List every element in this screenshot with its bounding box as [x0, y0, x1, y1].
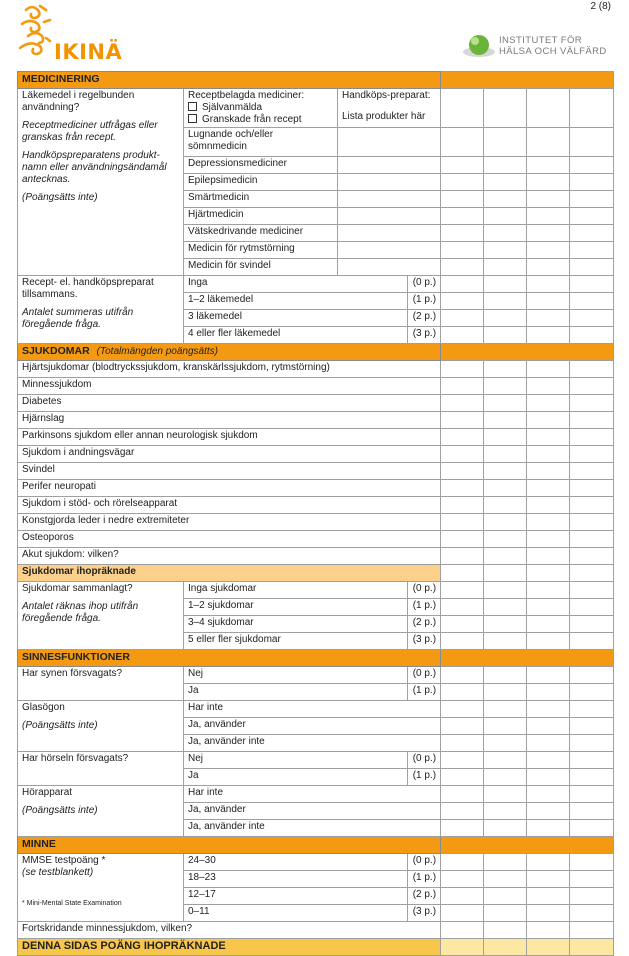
score-cell[interactable]: [484, 89, 527, 128]
option-points: (0 p.): [408, 752, 441, 769]
disease-count-question: Sjukdomar sammanlagt? Antalet räknas ihop utifrån föregående fråga.: [18, 582, 184, 650]
from-prescription-option[interactable]: Granskade från recept: [188, 114, 333, 126]
option-points: (2 p.): [408, 616, 441, 633]
disease-row: Konstgjorda leder i nedre extremiteter: [18, 514, 614, 531]
option-points: (2 p.): [408, 310, 441, 327]
otc-entry-cell[interactable]: [338, 259, 441, 276]
from-prescription-checkbox[interactable]: [188, 114, 197, 123]
option-label[interactable]: 18–23: [184, 871, 408, 888]
option-label[interactable]: 4 eller fler läkemedel: [184, 327, 408, 344]
option-points: (0 p.): [408, 276, 441, 293]
option-label[interactable]: Har inte: [184, 701, 441, 718]
section-header-sjukdomar: SJUKDOMAR (Totalmängden poängsätts): [18, 344, 614, 361]
otc-entry-cell[interactable]: [338, 128, 441, 157]
disease-row: Minnessjukdom: [18, 378, 614, 395]
option-label[interactable]: 12–17: [184, 888, 408, 905]
self-reported-option[interactable]: Självanmälda: [188, 102, 333, 114]
spiral-logo-icon: [18, 4, 52, 62]
disease-row: Sjukdom i stöd- och rörelseapparat: [18, 497, 614, 514]
medication-count-row: [18, 276, 614, 293]
section-header-minne: MINNE: [18, 837, 614, 854]
option-points: (3 p.): [408, 633, 441, 650]
option-points: (1 p.): [408, 599, 441, 616]
disease-row: Hjärtsjukdomar (blodtryckssjukdom, kranskärlssjukdom, rytmstörning): [18, 361, 614, 378]
total-score-cell[interactable]: [484, 939, 527, 956]
option-points: (0 p.): [408, 582, 441, 599]
disease-row: Hjärnslag: [18, 412, 614, 429]
medication-category-row: Medicin för svindel: [18, 259, 614, 276]
disease-subtotal-row: Sjukdomar ihopräknade: [18, 565, 614, 582]
disease-row: Akut sjukdom: vilken?: [18, 548, 614, 565]
disease-row: Parkinsons sjukdom eller annan neurologisk sjukdom: [18, 429, 614, 446]
disease-count-row: [18, 582, 614, 599]
option-points: (2 p.): [408, 888, 441, 905]
option-label[interactable]: Ja: [184, 684, 408, 701]
option-points: (0 p.): [408, 667, 441, 684]
vision-row: Har synen försvagats? Nej (0 p.): [18, 667, 614, 684]
disease-row: Osteoporos: [18, 531, 614, 548]
medication-category-row: Depressionsmediciner: [18, 157, 614, 174]
mmse-row: [18, 854, 614, 871]
ikina-logo-text: IKINÄ: [54, 40, 123, 64]
option-label[interactable]: Inga: [184, 276, 408, 293]
hearing-row: Har hörseln försvagats? Nej (0 p.): [18, 752, 614, 769]
option-label[interactable]: Nej: [184, 667, 408, 684]
option-label[interactable]: Ja: [184, 769, 408, 786]
option-points: (3 p.): [408, 327, 441, 344]
option-label[interactable]: 3 läkemedel: [184, 310, 408, 327]
option-label[interactable]: 5 eller fler sjukdomar: [184, 633, 408, 650]
otc-entry-cell[interactable]: [338, 174, 441, 191]
option-points: (3 p.): [408, 905, 441, 922]
medication-category-row: Hjärtmedicin: [18, 208, 614, 225]
medication-count-question: Recept- el. handköpspreparat tillsammans. Antalet summeras utifrån föregående fråga.: [18, 276, 184, 344]
disease-row: Perifer neuropati: [18, 480, 614, 497]
page-total-row: DENNA SIDAS POÄNG IHOPRÄKNADE: [18, 939, 614, 956]
thl-globe-icon: [462, 32, 496, 60]
score-cell[interactable]: [527, 89, 570, 128]
score-cell[interactable]: [441, 89, 484, 128]
thl-logo: [462, 30, 622, 60]
medication-category-row: Lugnande och/eller sömnmedicin: [18, 128, 614, 157]
medication-category-row: Vätskedrivande mediciner: [18, 225, 614, 242]
otc-header-cell: Handköps-preparat: Lista produkter här: [338, 89, 441, 128]
option-label[interactable]: 0–11: [184, 905, 408, 922]
option-points: (1 p.): [408, 871, 441, 888]
glasses-row: Glasögon (Poängsätts inte) Har inte: [18, 701, 614, 718]
otc-entry-cell[interactable]: [338, 191, 441, 208]
option-points: (1 p.): [408, 293, 441, 310]
option-label[interactable]: Ja, använder: [184, 803, 441, 820]
disease-row: Svindel: [18, 463, 614, 480]
option-label[interactable]: 1–2 sjukdomar: [184, 599, 408, 616]
assessment-form: [17, 71, 614, 956]
otc-entry-cell[interactable]: [338, 242, 441, 259]
option-points: (1 p.): [408, 769, 441, 786]
option-label[interactable]: Nej: [184, 752, 408, 769]
option-label[interactable]: 3–4 sjukdomar: [184, 616, 408, 633]
hearing-aid-row: Hörapparat (Poängsätts inte) Har inte: [18, 786, 614, 803]
otc-entry-cell[interactable]: [338, 157, 441, 174]
total-score-cell[interactable]: [527, 939, 570, 956]
disease-row: Diabetes: [18, 395, 614, 412]
score-cell[interactable]: [570, 89, 614, 128]
option-label[interactable]: 24–30: [184, 854, 408, 871]
section-header-medicinering: MEDICINERING: [18, 72, 614, 89]
medication-header-row: [18, 89, 614, 128]
option-label[interactable]: Har inte: [184, 786, 441, 803]
option-label[interactable]: Inga sjukdomar: [184, 582, 408, 599]
option-points: (0 p.): [408, 854, 441, 871]
section-header-sinnesfunktioner: SINNESFUNKTIONER: [18, 650, 614, 667]
medication-category-row: Smärtmedicin: [18, 191, 614, 208]
total-score-cell[interactable]: [441, 939, 484, 956]
prescription-header-cell: Receptbelagda mediciner: Självanmälda Granskade från recept: [184, 89, 338, 128]
option-label[interactable]: Ja, använder inte: [184, 820, 441, 837]
medication-category-row: Epilepsimedicin: [18, 174, 614, 191]
disease-row: Sjukdom i andningsvägar: [18, 446, 614, 463]
option-label[interactable]: Ja, använder: [184, 718, 441, 735]
medication-question-cell: Läkemedel i regelbunden användning? Receptmediciner utfrågas eller granskas från recept. Handköpspreparatens produkt-namn eller användningsändamål antecknas. (Poängsätts inte): [18, 89, 184, 276]
otc-entry-cell[interactable]: [338, 225, 441, 242]
otc-entry-cell[interactable]: [338, 208, 441, 225]
option-label[interactable]: Ja, använder inte: [184, 735, 441, 752]
medication-category-row: Medicin för rytmstörning: [18, 242, 614, 259]
page-number: 2 (8): [590, 1, 611, 12]
self-reported-checkbox[interactable]: [188, 102, 197, 111]
mmse-question: MMSE testpoäng * (se testblankett) * Mini-Mental State Examination: [18, 854, 184, 922]
option-label[interactable]: 1–2 läkemedel: [184, 293, 408, 310]
option-points: (1 p.): [408, 684, 441, 701]
total-score-cell[interactable]: [570, 939, 614, 956]
progressive-memory-row: Fortskridande minnessjukdom, vilken?: [18, 922, 614, 939]
thl-logo-text: INSTITUTET FÖR HÄLSA OCH VÄLFÄRD: [499, 35, 607, 57]
